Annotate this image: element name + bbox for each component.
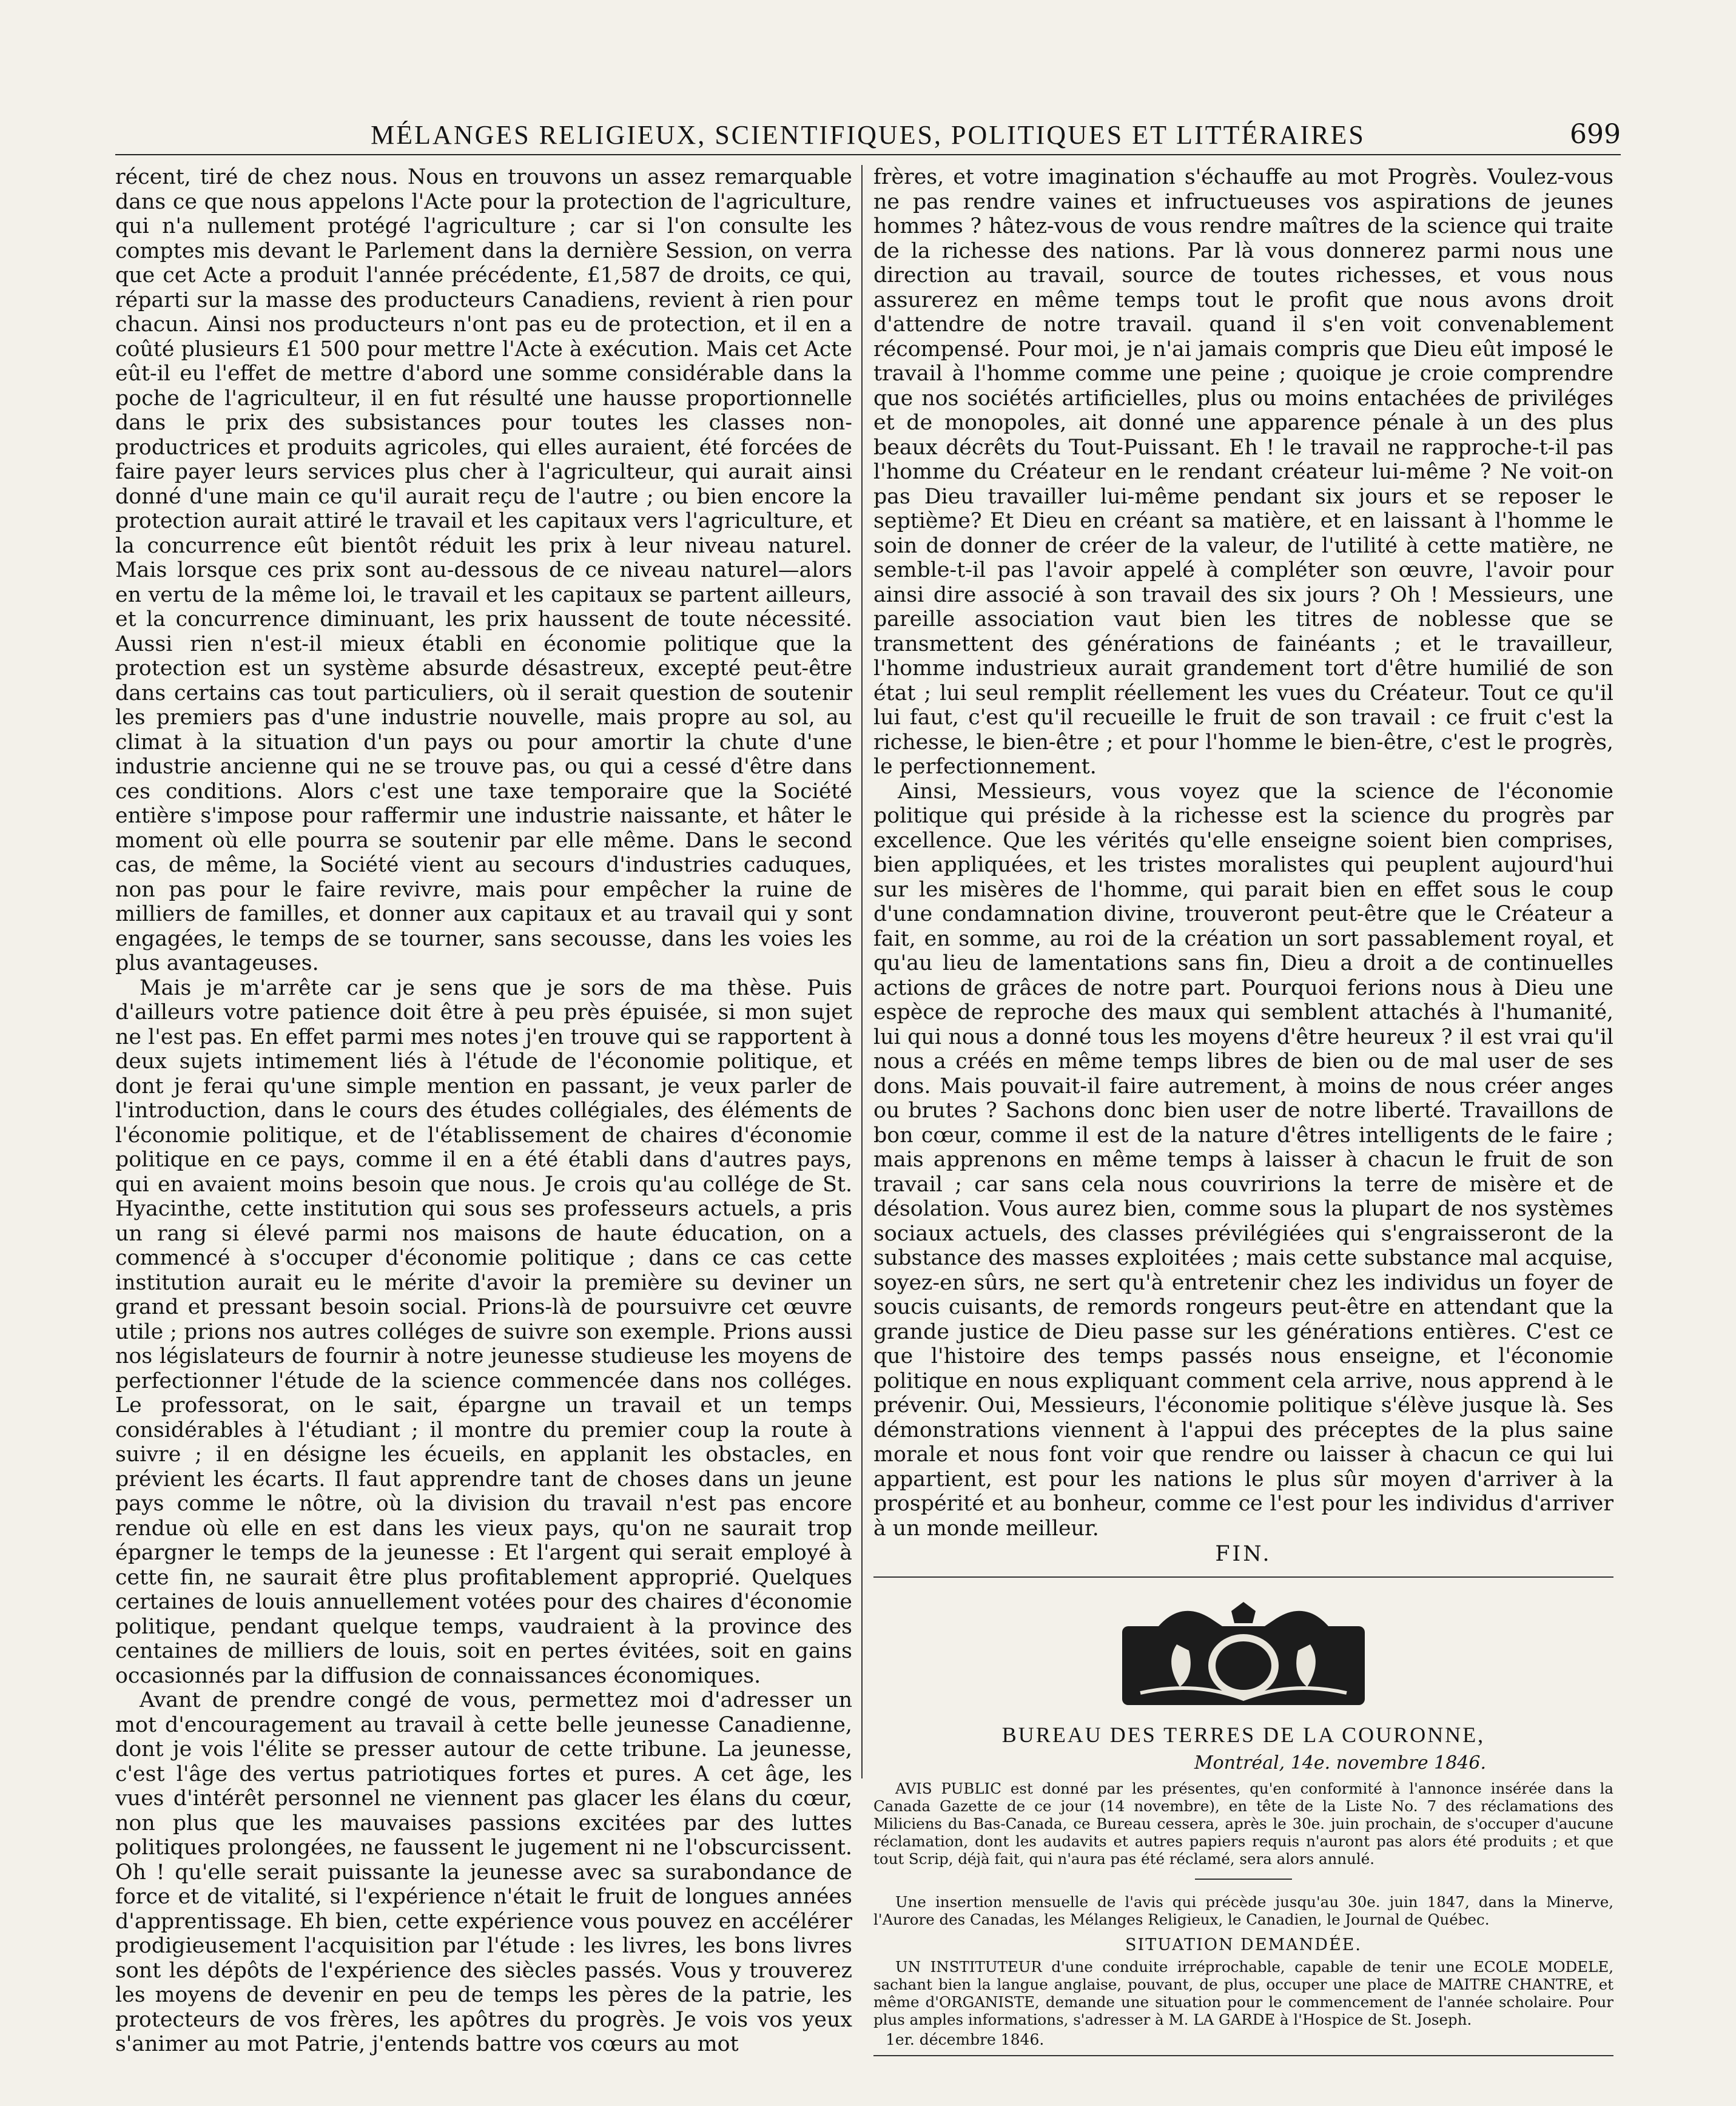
notice-title: BUREAU DES TERRES DE LA COURONNE, [1001, 1722, 1485, 1747]
paragraph: frères, et votre imagination s'échauffe au mot Progrès. Voulez-vous ne pas rendre vaines et infructueuses vos aspirations de jeunes hommes ? hâtez-vous de vous rendre maîtres de la science qui traite de la richesse des nations. Par là vous donnerez parmi nous une direction au travail, source de toutes richesses, et vous nous assurerez en même temps tout le profit que nous avons droit d'attendre de notre travail. quand il s'en voit convenablement récompensé. Pour moi, je n'ai jamais compris que Dieu eût imposé le travail à l'homme comme une peine ; quoique je croie comprendre que nos sociétés artificielles, plus ou moins entachées de priviléges et de monopoles, ait donné une apparence pénale à un des plus beaux décrêts du Tout-Puissant. Eh ! le travail ne rapproche-t-il pas l'homme du Créateur en le rendant créateur lui-même ? Ne voit-on pas Dieu travailler lui-même pendant six jours et se reposer le septième? Et Dieu en créant sa matière, et en laissant à l'homme le soin de donner de créer de la valeur, de l'utilité à cette matière, ne semble-t-il pas l'avoir appelé à compléter son œuvre, l'avoir pour ainsi dire associé à son travail des six jours ? Oh ! Messieurs, une pareille association vaut bien les titres de noblesse que se transmettent des générations de fainéants ; et le travailleur, l'homme industrieux aurait grandement tort d'être humilié de son état ; lui seul remplit réellement les vues du Créateur. Tout ce qu'il lui faut, c'est qu'il recueille le fruit de son travail : ce fruit c'est la richesse, le bien-être ; et pour l'homme le bien-être, c'est le progrès, le perfectionnement. [873, 165, 1613, 779]
article-end-mark: FIN. [1215, 1542, 1272, 1566]
situation-title: SITUATION DEMANDÉE. [1125, 1935, 1362, 1954]
paragraph: récent, tiré de chez nous. Nous en trouvons un assez remarquable dans ce que nous appelons l'Acte pour la protection de l'agriculture, qui n'a nullement protégé l'agriculture ; car si l'on consulte les comptes mis devant le Parlement dans la dernière Session, on verra que cet Acte a produit l'année précédente, £1,587 de droits, ce qui, réparti sur la masse des producteurs Canadiens, revient à rien pour chacun. Ainsi nos producteurs n'ont pas eu de protection, et il en a coûté plusieurs £1 500 pour mettre l'Acte à exécution. Mais cet Acte eût-il eu l'effet de mettre d'abord une somme considérable dans la poche de l'agriculteur, il en fut résulté une hausse proportionnelle dans le prix des subsistances pour toutes les classes non-productrices et produits agricoles, qui elles auraient, été forcées de faire payer leurs services plus cher à l'agriculteur, qui aurait ainsi donné d'une main ce qu'il aurait reçu de l'autre ; ou bien encore la protection aurait attiré le travail et les capitaux vers l'agriculture, et la concurrence eût bientôt réduit les prix à leur niveau naturel. Mais lorsque ces prix sont au-dessous de ce niveau naturel—alors en vertu de la même loi, le travail et les capitaux se partent ailleurs, et la concurrence diminuant, les prix haussent de toute nécessité. Aussi rien n'est-il mieux établi en économie politique que la protection est un système absurde désastreux, excepté peut-être dans certains cas tout particuliers, où il serait question de soutenir les premiers pas d'une industrie nouvelle, mais propre au sol, au climat à la situation d'un pays ou pour amortir la chute d'une industrie ancienne qui ne se trouve pas, ou qui a cessé d'être dans ces conditions. Alors c'est une taxe temporaire que la Société entière s'impose pour raffermir une industrie naissante, et hâter le moment où elle pourra se soutenir par elle même. Dans le second cas, de même, la Société vient au secours d'industries caduques, non pas pour le faire revivre, mais pour empêcher la ruine de milliers de familles, et donner aux capitaux et au travail qui y sont engagées, le temps de se tourner, sans secousse, dans les voies les plus avantageuses. [115, 165, 852, 975]
notice-dateline: Montréal, 14e. novembre 1846. [1194, 1752, 1486, 1774]
notice-body: AVIS PUBLIC est donné par les présentes, qu'en conformité à l'annonce insérée dans la Canada Gazette de ce jour (14 novembre), en tête de la Liste No. 7 des réclamations des Miliciens du Bas-Canada, ce Bureau cessera, après le 30e. juin prochain, de s'occuper d'aucune réclamation, dont les audavits et autres papiers requis n'auront pas alors été produits ; et que tout Scrip, déjà fait, qui n'aura pas été réclamé, sera alors annulé. [873, 1779, 1613, 1868]
page-number: 699 [1570, 119, 1621, 150]
notice-insertion: Une insertion mensuelle de l'avis qui précède jusqu'au 30e. juin 1847, dans la Minerve, l'Aurore des Canadas, les Mélanges Religieux, le Canadien, le Journal de Québec. [873, 1892, 1613, 1928]
left-column [115, 165, 852, 2056]
column-divider [861, 165, 863, 1778]
paragraph: Avant de prendre congé de vous, permettez moi d'adresser un mot d'encouragement au travail à cette belle jeunesse Canadienne, dont je vois l'élite se presser autour de cette tribune. La jeunesse, c'est l'âge des vertus patriotiques fortes et pures. A cet âge, les vues d'intérêt personnel ne viennent pas glacer les élans du cœur, non plus que les mauvaises passions excitées par des luttes politiques prolongées, ne faussent le jugement ni ne l'obscurcissent. Oh ! qu'elle serait puissante la jeunesse avec sa surabondance de force et de vitalité, si l'expérience n'était le fruit de longues années d'apprentissage. Eh bien, cette expérience vous pouvez en accélérer prodigieusement l'acquisition par l'étude : les livres, les bons livres sont les dépôts de l'expérience des siècles passés. Vous y trouverez les moyens de devenir en peu de temps les pères de la patrie, les protecteurs de vos frères, les apôtres du progrès. Je vois vos yeux s'animer au mot Patrie, j'entends battre vos cœurs au mot [115, 1688, 852, 2056]
situation-body: UN INSTITUTEUR d'une conduite irréprochable, capable de tenir une ECOLE MODELE, sachant bien la langue anglaise, pouvant, de plus, occuper une place de MAITRE CHANTRE, et même d'ORGANISTE, demande une situation pour le commencement de l'année scholaire. Pour plus amples informations, s'adresser à M. LA GARDE à l'Hospice de St. Joseph. [873, 1957, 1613, 2028]
page-header [115, 115, 1621, 155]
notice-divider [1195, 1879, 1292, 1880]
running-title: MÉLANGES RELIGIEUX, SCIENTIFIQUES, POLITIQUES ET LITTÉRAIRES [371, 119, 1365, 150]
royal-crest-icon [1122, 1602, 1365, 1711]
situation-date: 1er. décembre 1846. [886, 2030, 1045, 2048]
bottom-rule [873, 2055, 1613, 2056]
right-column [873, 165, 1613, 2048]
paragraph: Ainsi, Messieurs, vous voyez que la science de l'économie politique qui préside à la richesse est la science du progrès par excellence. Que les vérités qu'elle enseigne soient bien comprises, bien appliquées, et les tristes moralistes qui peuplent aujourd'hui sur les misères de l'homme, qui parait bien en effet sous le coup d'une condamnation divine, trouveront peut-être que le Créateur a fait, en somme, au roi de la création un sort passablement royal, et qu'au lieu de lamentations sans fin, Dieu a droit a de continuelles actions de grâces de notre part. Pourquoi ferions nous à Dieu une espèce de reproche des maux qui semblent attachés à l'humanité, lui qui nous a donné tous les moyens d'être heureux ? il est vrai qu'il nous a créés en même temps libres de bien ou de mal user de ses dons. Mais pouvait-il faire autrement, à moins de nous créer anges ou brutes ? Sachons donc bien user de notre liberté. Travaillons de bon cœur, comme il est de la nature d'êtres intelligents de le faire ; mais apprenons en même temps à laisser à chacun le fruit de son travail ; car sans cela nous couvririons la terre de misère et de désolation. Vous aurez bien, comme sous la plupart de nos systèmes sociaux actuels, des classes prévilégiées qui s'engraisseront de la substance des masses exploitées ; mais cette substance mal acquise, soyez-en sûrs, ne sert qu'à entretenir chez les individus un foyer de soucis cuisants, de remords rongeurs peut-être en attendant que la grande justice de Dieu passe sur les générations entières. C'est ce que l'histoire des temps passés nous enseigne, et l'économie politique en nous expliquant comment cela arrive, nous apprend à le prévenir. Oui, Messieurs, l'économie politique s'élève jusque là. Ses démonstrations viennent à l'appui des préceptes de la plus saine morale et nous font voir que rendre ou laisser à chacun ce qui lui appartient, est pour les nations le plus sûr moyen d'arriver à la prospérité et au bonheur, comme ce l'est pour les individus d'arriver à un monde meilleur. [873, 779, 1613, 1541]
section-divider [873, 1576, 1613, 1578]
paragraph: Mais je m'arrête car je sens que je sors de ma thèse. Puis d'ailleurs votre patience doit être à peu près épuisée, si mon sujet ne l'est pas. En effet parmi mes notes j'en trouve qui se rapportent à deux sujets intimement liés à l'étude de l'économie politique, et dont je ferai qu'une simple mention en passant, je veux parler de l'introduction, dans le cours des études collégiales, des éléments de l'économie politique, et de l'établissement de chaires d'économie politique en ce pays, comme il en a été établi dans d'autres pays, qui en avaient moins besoin que nous. Je crois qu'au collége de St. Hyacinthe, cette institution qui sous ses professeurs actuels, a pris un rang si élevé parmi nos maisons de haute éducation, on a commencé à s'occuper d'économie politique ; dans ce cas cette institution aurait eu le mérite d'avoir la première su deviner un grand et pressant besoin social. Prions-là de poursuivre cet œuvre utile ; prions nos autres colléges de suivre son exemple. Prions aussi nos législateurs de fournir à notre jeunesse studieuse les moyens de perfectionner l'étude de la science commencée dans nos colléges. Le professorat, on le sait, épargne un travail et un temps considérables à l'étudiant ; il montre du premier coup la route à suivre ; il en désigne les écueils, en applanit les obstacles, en prévient les écarts. Il faut apprendre tant de choses dans un jeune pays comme le nôtre, où la division du travail n'est pas encore rendue où elle en est dans les vieux pays, qu'on ne saurait trop épargner le temps de la jeunesse : Et l'argent qui serait employé à cette fin, ne saurait être plus profitablement approprié. Quelques certaines de louis annuellement votées pour des chaires d'économie politique, pendant quelque temps, vaudraient à la province des centaines de milliers de louis, soit en pertes évitées, soit en gains occasionnés par la diffusion de connaissances économiques. [115, 975, 852, 1688]
